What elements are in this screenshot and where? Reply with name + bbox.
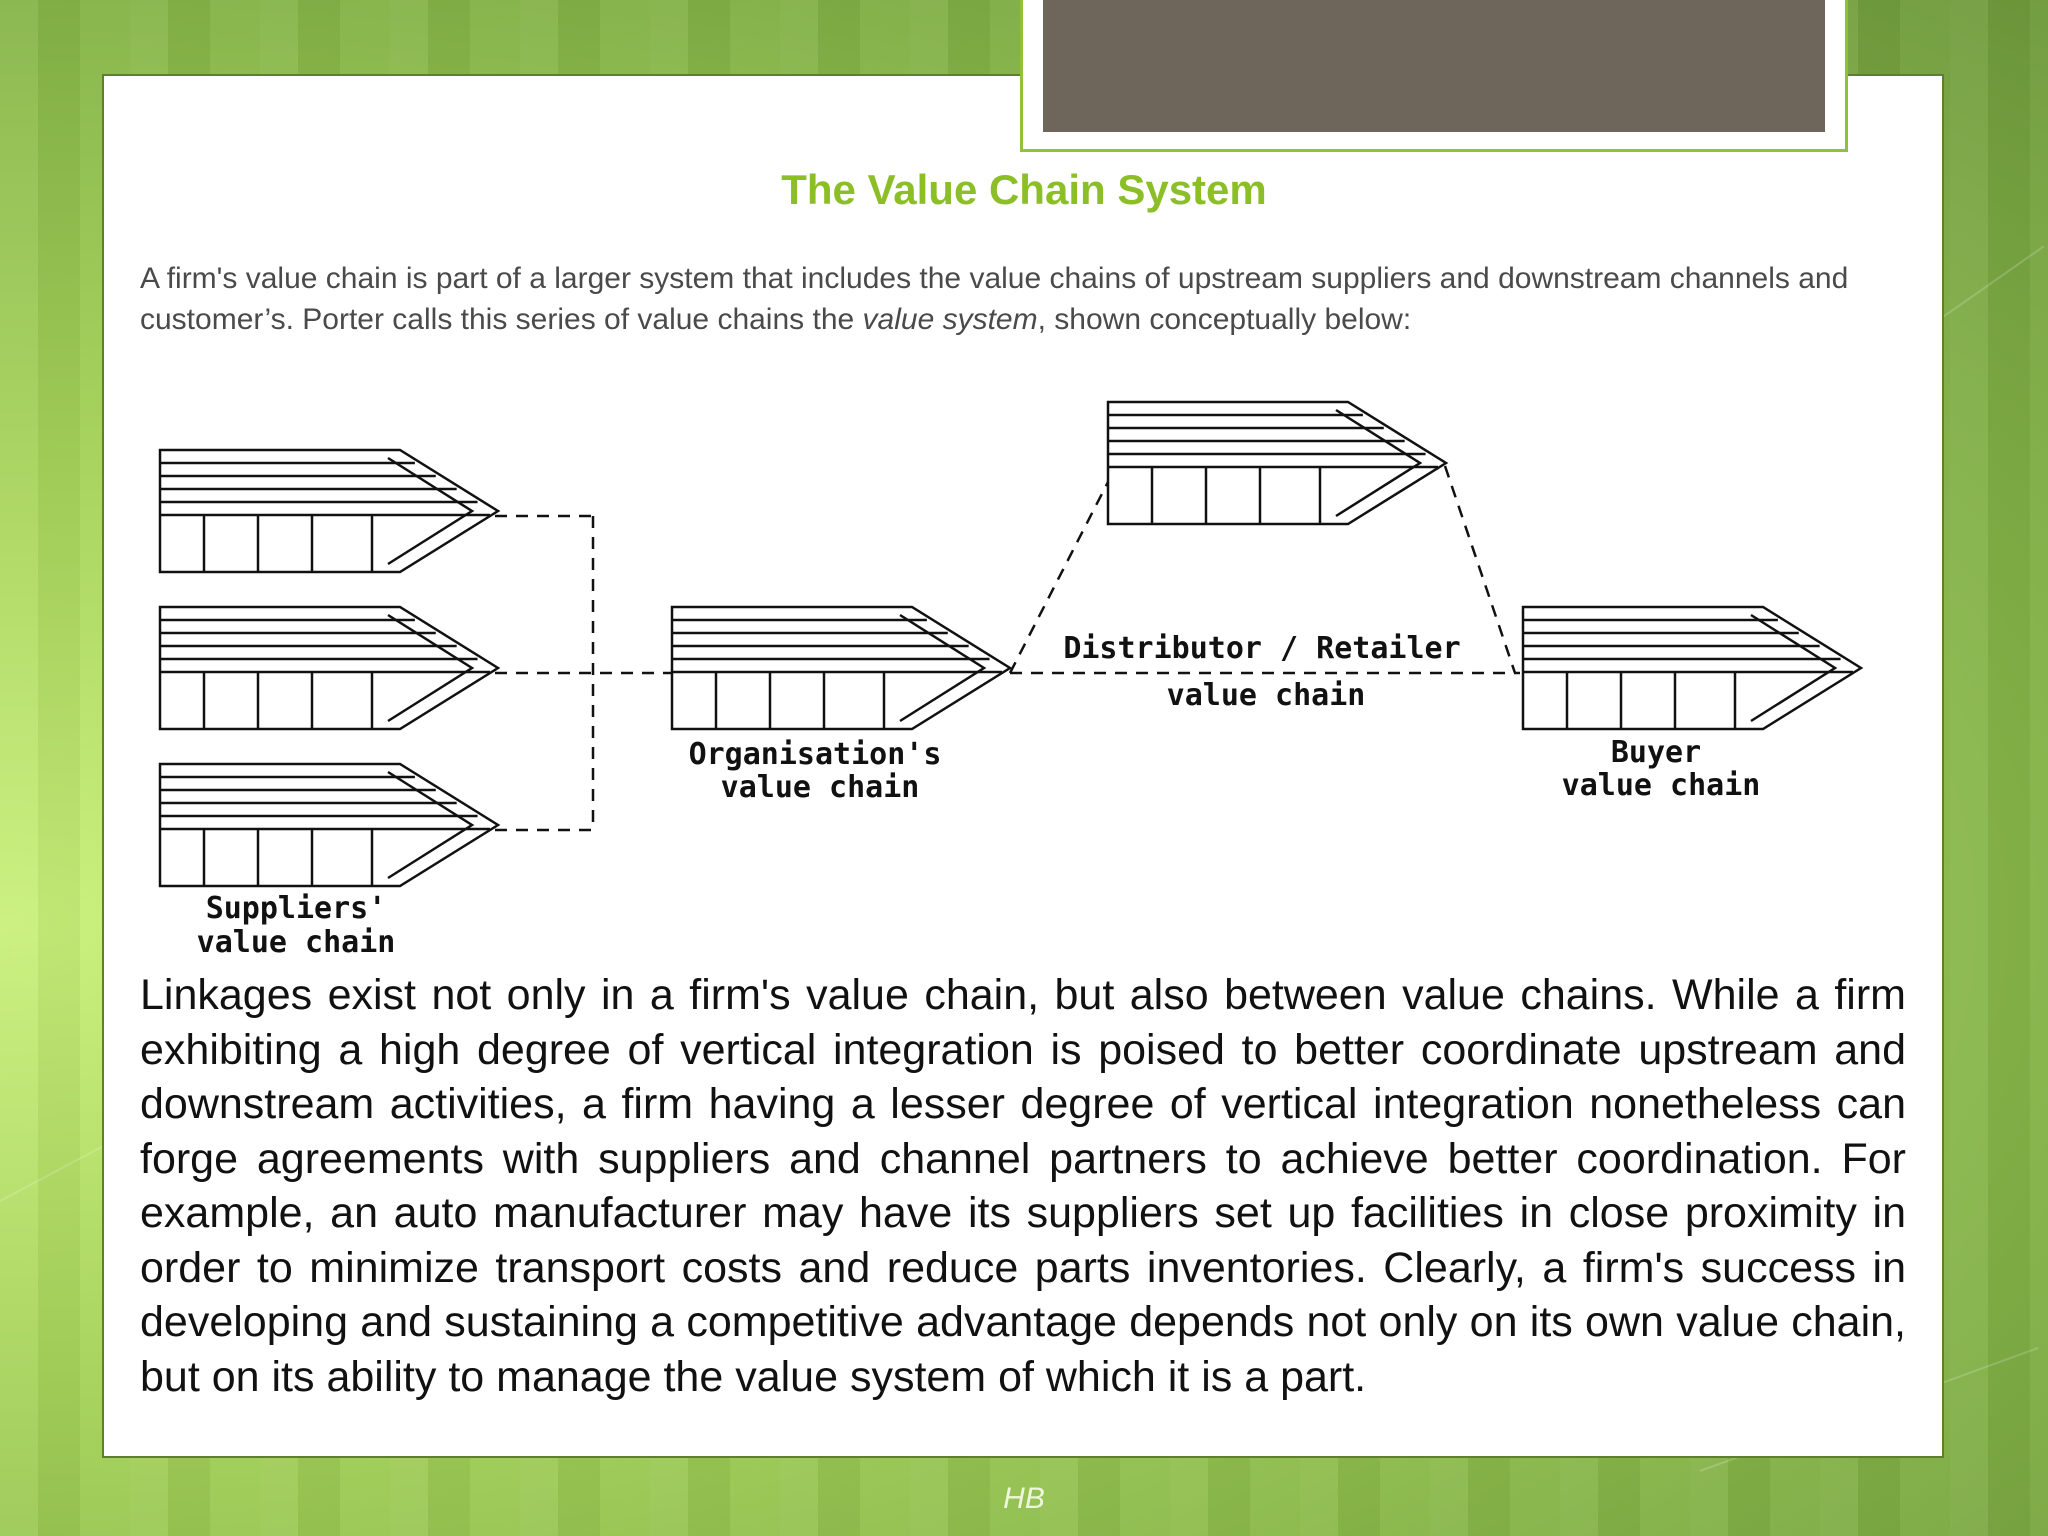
supplier-chain-2	[160, 607, 498, 729]
slide-title: The Value Chain System	[781, 166, 1267, 213]
supplier-chain-1	[160, 450, 498, 572]
buyer-label-line2: value chain	[1561, 768, 1761, 803]
distributor-label-line2: value chain	[1166, 678, 1366, 713]
body-paragraph: Linkages exist not only in a firm's value chain, but also between value chains. While a firm exhibiting a high degree of vertical integration is poised to better coordinate upstream and downstream activities, a firm having a lesser degree of vertical integration nonetheless can forge agreements with suppliers and channel partners to achieve better coordination. For example, an auto manufacturer may have its suppliers set up facilities in close proximity in order to minimize transport costs and reduce parts inventories. Clearly, a firm's success in developing and sustaining a competitive advantage depends not only on its own value chain, but on its ability to manage the value system of which it is a part.	[140, 971, 1906, 1401]
supplier-chain-3	[160, 764, 498, 886]
header-tab-block	[1043, 0, 1825, 132]
footer-initials: HB	[1003, 1482, 1045, 1515]
value-system-diagram	[150, 390, 1870, 970]
intro-text: A firm's value chain is part of a larger system that includes the value chains of upstream suppliers and downstream channels and customer’s. Porter calls this series of value chains the	[140, 262, 1849, 336]
buyer-chain	[1523, 607, 1861, 729]
suppliers-label-line2: value chain	[196, 925, 396, 960]
buyer-label-line1: Buyer	[1610, 735, 1702, 770]
intro-emphasis: value system	[862, 303, 1038, 336]
intro-text-end: , shown conceptually below:	[1037, 303, 1412, 336]
organisation-label-line1: Organisation's	[688, 737, 942, 772]
organisation-chain	[672, 607, 1010, 729]
header-tab-frame	[1020, 0, 1848, 152]
distributor-chain	[1108, 402, 1446, 524]
suppliers-label-line1: Suppliers'	[205, 891, 387, 926]
organisation-label-line2: value chain	[720, 770, 920, 805]
distributor-label-line1: Distributor / Retailer	[1063, 631, 1461, 666]
intro-paragraph	[140, 258, 1900, 340]
